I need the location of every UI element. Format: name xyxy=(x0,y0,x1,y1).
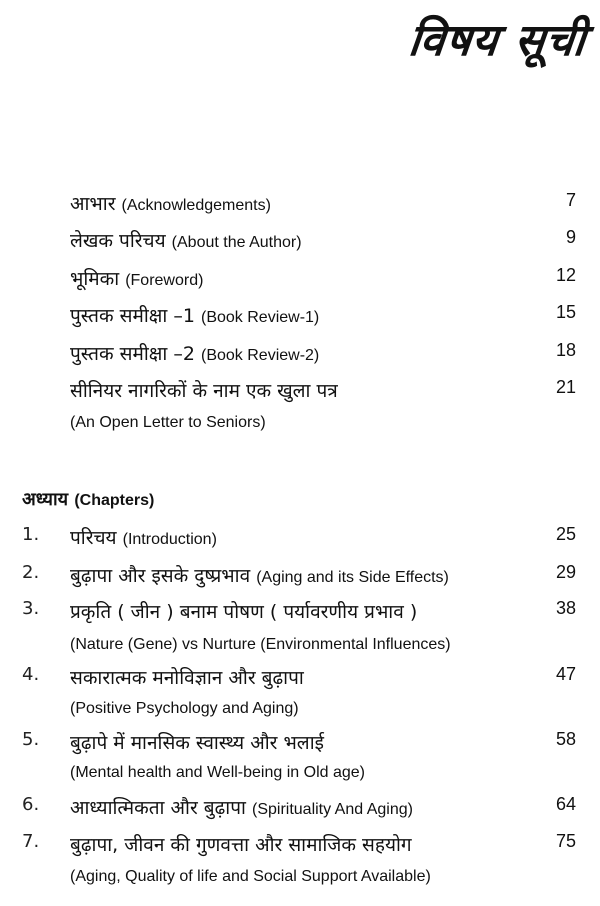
entry-hindi: पुस्तक समीक्षा –1 xyxy=(70,305,195,327)
chapter-entry-5 xyxy=(0,729,600,761)
entry-english: (Book Review-1) xyxy=(201,309,320,326)
entry-hindi: बुढ़ापा और इसके दुष्प्रभाव xyxy=(70,565,251,587)
page-title: विषय सूची xyxy=(405,15,589,66)
chapter-entry-5-english xyxy=(0,764,600,796)
chapter-entry-3 xyxy=(0,598,600,630)
toc-entry-book-review-2 xyxy=(0,340,600,372)
entry-page: 75 xyxy=(555,831,576,851)
toc-entry-open-letter-english xyxy=(0,414,600,446)
chapter-number: 4. xyxy=(22,664,40,685)
chapter-number: 2. xyxy=(22,562,40,583)
entry-hindi: लेखक परिचय xyxy=(70,230,166,252)
entry-page: 58 xyxy=(555,729,576,749)
entry-page: 21 xyxy=(555,377,576,397)
chapter-number: 1. xyxy=(22,524,40,545)
entry-page: 7 xyxy=(565,190,576,210)
chapter-entry-4-english xyxy=(0,700,600,732)
entry-hindi: भूमिका xyxy=(70,268,120,290)
entry-english: (Spirituality And Aging) xyxy=(251,801,413,818)
chapters-heading-english: (Chapters) xyxy=(74,492,155,509)
chapter-entry-6 xyxy=(0,794,600,826)
entry-english: (Book Review-2) xyxy=(201,347,320,364)
chapter-number: 5. xyxy=(22,729,40,750)
entry-english: (About the Author) xyxy=(171,234,302,251)
chapter-entry-1 xyxy=(0,524,600,556)
chapters-heading-hindi: अध्याय xyxy=(22,489,69,510)
entry-page: 29 xyxy=(555,562,576,582)
chapters-heading xyxy=(22,487,154,511)
entry-page: 47 xyxy=(555,664,576,684)
toc-entry-about-author xyxy=(0,227,600,259)
entry-english: (Positive Psychology and Aging) xyxy=(70,700,299,717)
entry-english: (Introduction) xyxy=(122,531,217,548)
entry-hindi: प्रकृति ( जीन ) बनाम पोषण ( पर्यावरणीय प्रभाव ) xyxy=(70,601,418,623)
entry-hindi: सीनियर नागरिकों के नाम एक खुला पत्र xyxy=(70,380,338,402)
entry-english: (Aging and its Side Effects) xyxy=(256,569,449,586)
entry-english: (Aging, Quality of life and Social Support Available) xyxy=(70,868,431,885)
entry-page: 18 xyxy=(555,340,576,360)
entry-page: 9 xyxy=(565,227,576,247)
entry-english: (Nature (Gene) vs Nurture (Environmental Influences) xyxy=(70,636,451,653)
entry-hindi: बुढ़ापा, जीवन की गुणवत्ता और सामाजिक सहयोग xyxy=(70,834,412,856)
entry-page: 38 xyxy=(555,598,576,618)
toc-entry-foreword xyxy=(0,265,600,297)
entry-english: (Mental health and Well-being in Old age) xyxy=(70,764,365,781)
chapter-entry-7 xyxy=(0,831,600,863)
entry-page: 64 xyxy=(555,794,576,814)
entry-page: 15 xyxy=(555,302,576,322)
toc-entry-book-review-1 xyxy=(0,302,600,334)
chapter-entry-4 xyxy=(0,664,600,696)
entry-hindi: आध्यात्मिकता और बुढ़ापा xyxy=(70,797,246,819)
entry-english: (An Open Letter to Seniors) xyxy=(70,414,266,431)
toc-entry-open-letter xyxy=(0,377,600,409)
entry-english: (Acknowledgements) xyxy=(121,197,271,214)
chapter-number: 7. xyxy=(22,831,40,852)
toc-entry-acknowledgements xyxy=(0,190,600,222)
chapter-number: 6. xyxy=(22,794,40,815)
chapter-entry-7-english xyxy=(0,868,600,900)
entry-hindi: आभार xyxy=(70,193,116,215)
chapter-number: 3. xyxy=(22,598,40,619)
entry-hindi: पुस्तक समीक्षा –2 xyxy=(70,343,195,365)
entry-hindi: बुढ़ापे में मानसिक स्वास्थ्य और भलाई xyxy=(70,732,324,754)
entry-page: 12 xyxy=(555,265,576,285)
entry-hindi: सकारात्मक मनोविज्ञान और बुढ़ापा xyxy=(70,667,304,689)
entry-english: (Foreword) xyxy=(125,272,204,289)
entry-page: 25 xyxy=(555,524,576,544)
entry-hindi: परिचय xyxy=(70,527,117,549)
chapter-entry-2 xyxy=(0,562,600,594)
